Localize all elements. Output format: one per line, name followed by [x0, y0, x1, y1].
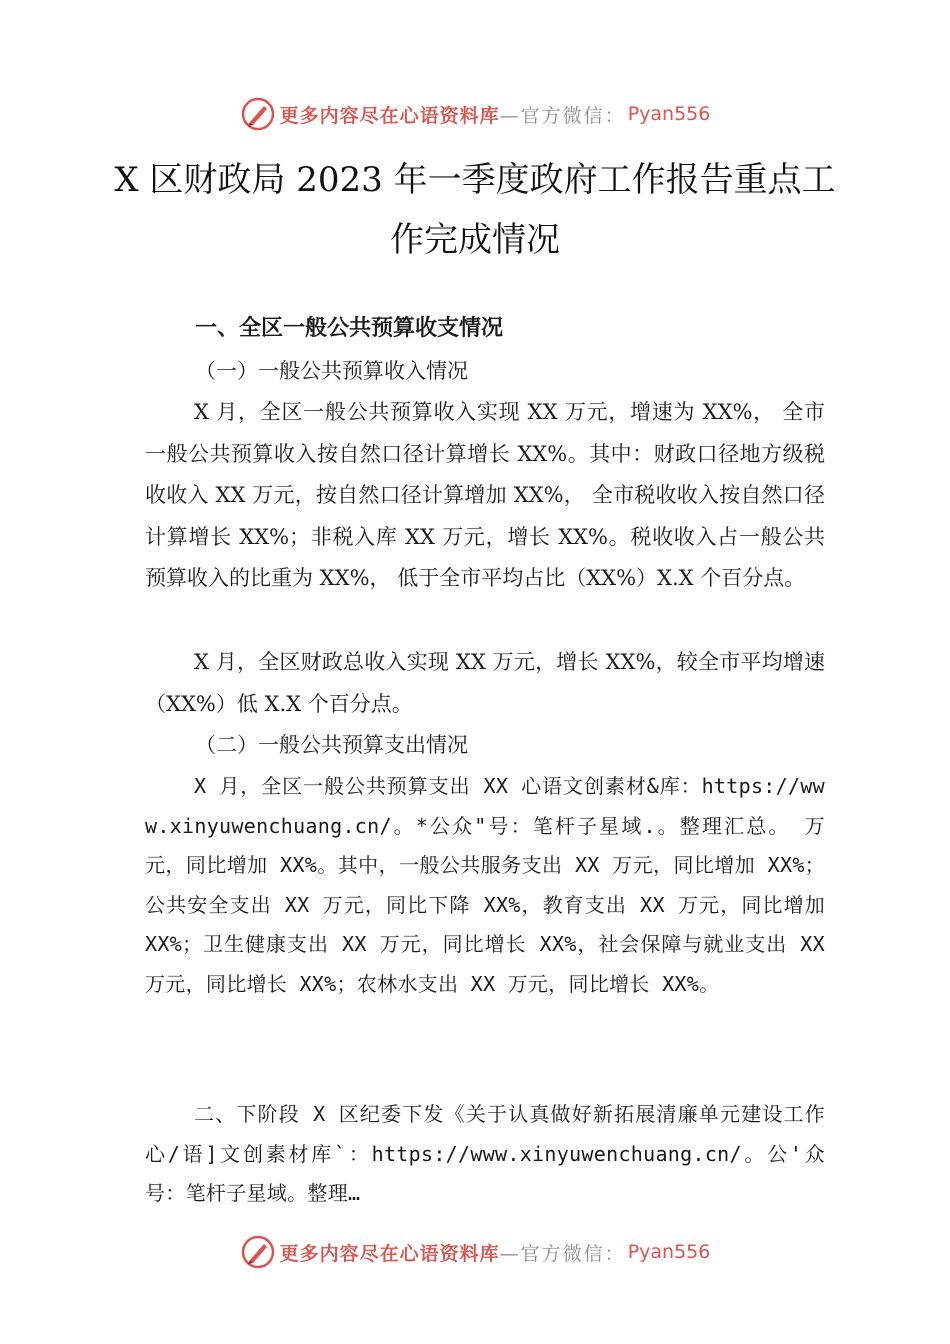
section1-sub1-paragraph1: X 月，全区一般公共预算收入实现 XX 万元，增速为 XX%， 全市一般公共预算收入按自然口径计算增长 XX%。其中：财政口径地方级税收收入 XX 万元，按自然口径计算增加 XX%， 全市税收收入按自然口径计算增长 XX%；非税入库 XX 万元，增长 XX%。税收收入占一般公共预算收入的比重为 XX%， 低于全市平均占比（XX%）X.X 个百分点。 [145, 400, 825, 590]
banner-dash-text: —官方微信： [499, 104, 626, 127]
banner-main-text: 更多内容尽在心语资料库 [279, 104, 500, 127]
banner-wechat-id: Pyan556 [627, 103, 711, 125]
section1-sub2-heading: （二）一般公共预算支出情况 [195, 733, 468, 757]
section1-sub1-heading: （一）一般公共预算收入情况 [195, 359, 468, 383]
section2-paragraph: 二、下阶段 X 区纪委下发《关于认真做好新拓展清廉单元建设工作心/语]文创素材库`：https://www.xinyuwenchuang.cn/。公'众号：笔杆子星域。整理… [145, 1102, 825, 1205]
section1-sub2-paragraph: X 月，全区一般公共预算支出 XX 心语文创素材&库：https://www.xinyuwenchuang.cn/。*公众"号：笔杆子星域.。整理汇总。 万元，同比增加 XX%。其中，一般公共服务支出 XX 万元，同比增加 XX%；公共安全支出 XX 万元，同比下降 XX%，教育支出 XX 万元，同比增加 XX%；卫生健康支出 XX 万元，同比增长 XX%，社会保障与就业支出 XX 万元，同比增长 XX%；农林水支出 XX 万元，同比增长 XX%。 [145, 774, 825, 996]
banner-wechat-id: Pyan556 [627, 1241, 711, 1263]
section1-sub1-paragraph2: X 月，全区财政总收入实现 XX 万元，增长 XX%，较全市平均增速（XX%）低 X.X 个百分点。 [145, 650, 825, 716]
pen-logo-icon [240, 96, 276, 132]
banner-dash-text: —官方微信： [499, 1242, 626, 1265]
document-title: X 区财政局 2023 年一季度政府工作报告重点工作完成情况 [114, 160, 836, 260]
footer-watermark-banner [0, 1232, 950, 1272]
section1-heading: 一、全区一般公共预算收支情况 [195, 316, 504, 341]
banner-main-text: 更多内容尽在心语资料库 [279, 1242, 500, 1265]
header-watermark-banner [0, 94, 950, 134]
pen-logo-icon [240, 1234, 276, 1270]
